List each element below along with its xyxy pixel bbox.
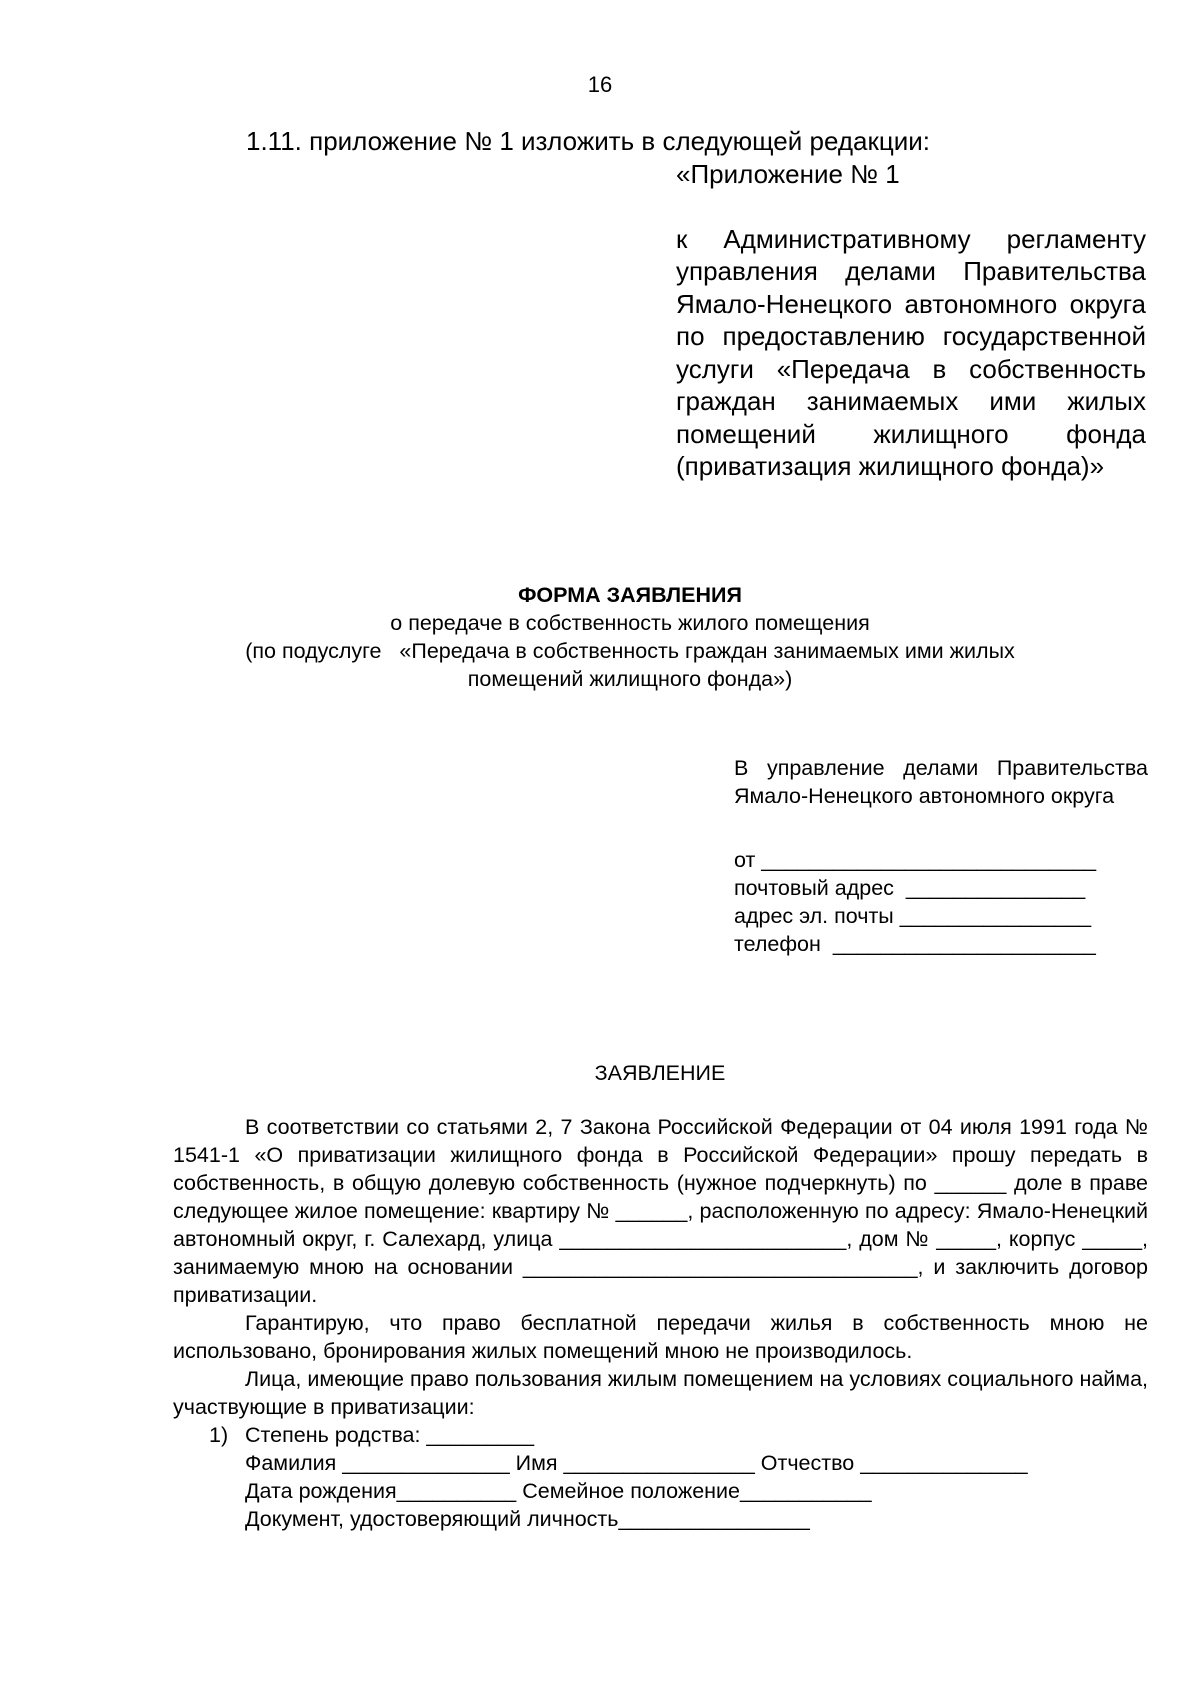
form-heading <box>200 581 1060 693</box>
page-number: 16 <box>587 72 613 97</box>
statement-paragraph-1: В соответствии со статьями 2, 7 Закона Российской Федерации от 04 июля 1991 года № 1541-1 «О приватизации жилищного фонда в Российской Федерации» прошу передать в собственность, в общую долевую собственность (нужное подчеркнуть) по ______ доле в праве следующее жилое помещение: квартиру № ______, расположенную по адресу: Ямало-Ненецкий автономный округ, г. Салехард, улица ________________________, дом № _____, корпус _____, занимаемую мною на основании _________________________________, и заключить договор приватизации. <box>173 1115 1148 1307</box>
phone-line: телефон ______________________ <box>734 932 1096 956</box>
statement-body <box>173 1113 1148 1533</box>
amendment-intro: 1.11. приложение № 1 изложить в следующей редакции: <box>246 126 930 156</box>
postal-address-line: почтовый адрес _______________ <box>734 876 1086 900</box>
participant-names-line: Фамилия ______________ Имя ________________ Отчество ______________ <box>245 1451 1028 1475</box>
participant-document-line: Документ, удостоверяющий личность________________ <box>245 1507 810 1531</box>
addressee-block <box>734 754 1148 958</box>
participant-item-number: 1) <box>209 1423 229 1447</box>
participant-relation-line: Степень родства: _________ <box>245 1423 535 1447</box>
form-note-line-1: (по подуслуге «Передача в собственность граждан занимаемых ими жилых <box>245 639 1015 663</box>
addressee-recipient: В управление делами Правительства Ямало-Ненецкого автономного округа <box>734 756 1148 808</box>
sender-name-line: от ____________________________ <box>734 848 1097 872</box>
statement-paragraph-2: Гарантирую, что право бесплатной передачи жилья в собственность мною не использовано, бронирования жилых помещений мною не производилось. <box>173 1311 1148 1363</box>
statement-title: ЗАЯВЛЕНИЕ <box>594 1061 726 1085</box>
participant-birth-line: Дата рождения__________ Семейное положение___________ <box>245 1479 872 1503</box>
form-subtitle: о передаче в собственность жилого помещения <box>390 611 870 635</box>
appendix-title: «Приложение № 1 <box>676 159 900 189</box>
form-title: ФОРМА ЗАЯВЛЕНИЯ <box>518 583 742 607</box>
form-note-line-2: помещений жилищного фонда») <box>467 667 793 691</box>
email-address-line: адрес эл. почты ________________ <box>734 904 1092 928</box>
participant-item-1 <box>173 1421 1148 1533</box>
appendix-block <box>676 158 1146 483</box>
statement-paragraph-3: Лица, имеющие право пользования жилым помещением на условиях социального найма, участвующие в приватизации: <box>173 1367 1148 1419</box>
appendix-body: к Административному регламенту управления делами Правительства Ямало-Ненецкого автономного округа по предоставлению государственной услуги «Передача в собственность граждан занимаемых ими жилых помещений жилищного фонда (приватизация жилищного фонда)» <box>676 223 1146 481</box>
